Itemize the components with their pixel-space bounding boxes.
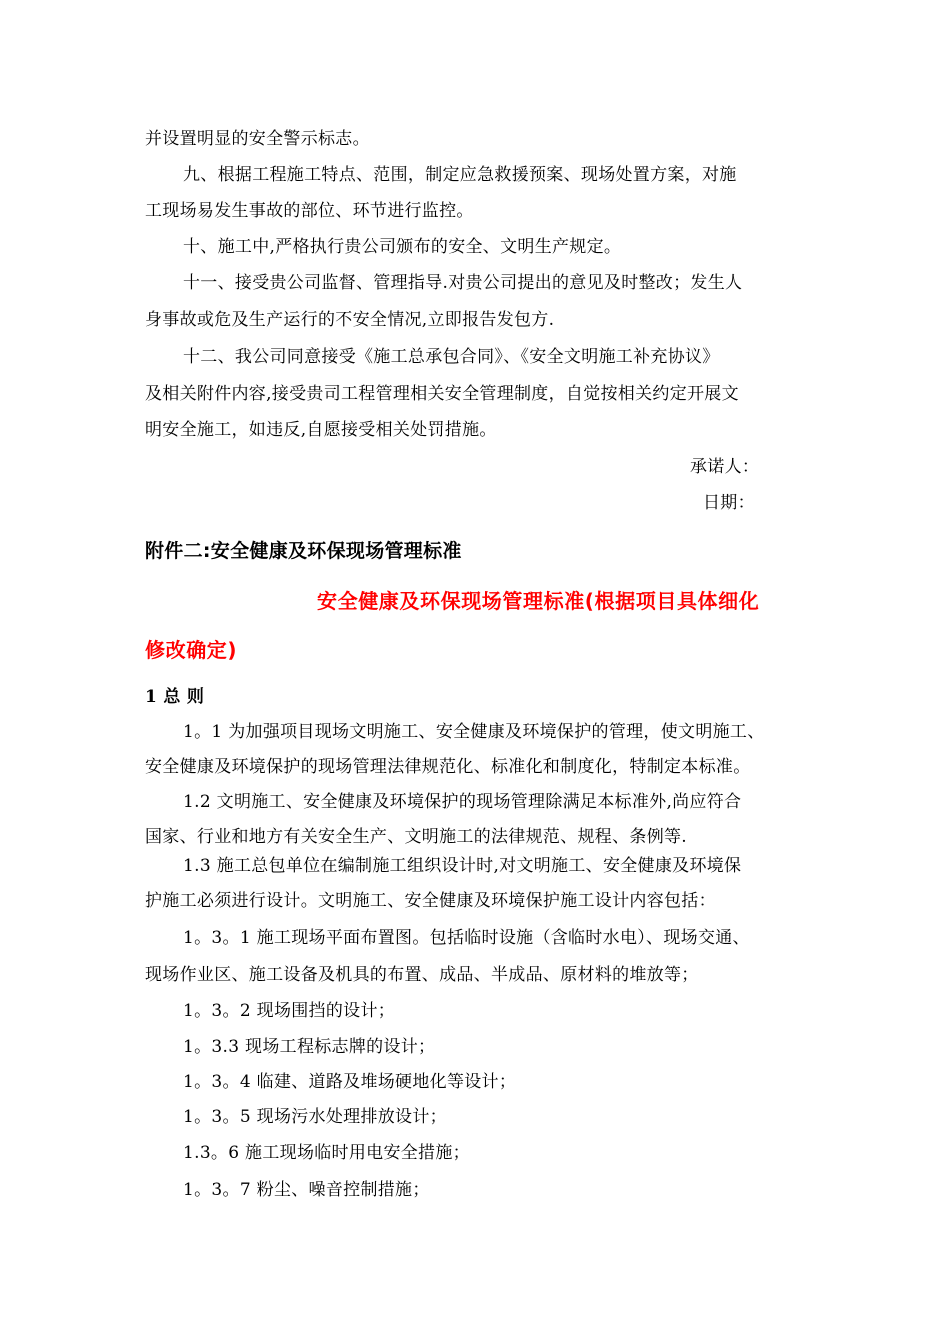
red-title-line-1: 安全健康及环保现场管理标准(根据项目具体细化: [317, 589, 760, 613]
paragraph-line: 十、施工中,严格执行贵公司颁布的安全、文明生产规定。: [183, 237, 622, 257]
paragraph-line: 1.3 施工总包单位在编制施工组织设计时,对文明施工、安全健康及环境保: [183, 856, 742, 876]
paragraph-line: 十一、接受贵公司监督、管理指导.对贵公司提出的意见及时整改；发生人: [183, 273, 743, 293]
list-item: 1。3.3 现场工程标志牌的设计；: [183, 1037, 436, 1057]
red-title-line-2: 修改确定): [145, 638, 238, 662]
list-item: 1。3。4 临建、道路及堆场硬地化等设计；: [183, 1072, 517, 1092]
promisor-label: 承诺人：: [690, 457, 760, 477]
paragraph-line: 现场作业区、施工设备及机具的布置、成品、半成品、原材料的堆放等；: [145, 965, 699, 985]
list-item: 1.3。6 施工现场临时用电安全措施；: [183, 1143, 470, 1163]
list-item: 1。3。5 现场污水处理排放设计；: [183, 1107, 447, 1127]
annex-title: 附件二:安全健康及环保现场管理标准: [145, 540, 462, 562]
paragraph-line: 十二、我公司同意接受《施工总承包合同》、《安全文明施工补充协议》: [183, 347, 720, 367]
date-label: 日期：: [703, 493, 755, 513]
paragraph-line: 身事故或危及生产运行的不安全情况,立即报告发包方.: [145, 310, 555, 330]
paragraph-line: 并设置明显的安全警示标志。: [145, 129, 370, 149]
paragraph-line: 护施工必须进行设计。文明施工、安全健康及环境保护施工设计内容包括：: [145, 891, 716, 911]
list-item: 1。3。2 现场围挡的设计；: [183, 1001, 396, 1021]
list-item: 1。3。7 粉尘、噪音控制措施；: [183, 1180, 430, 1200]
paragraph-line: 1。1 为加强项目现场文明施工、安全健康及环境保护的管理，使文明施工、: [183, 722, 765, 742]
paragraph-line: 工现场易发生事故的部位、环节进行监控。: [145, 201, 474, 221]
paragraph-line: 九、根据工程施工特点、范围，制定应急救援预案、现场处置方案，对施: [183, 165, 737, 185]
paragraph-line: 1。3。1 施工现场平面布置图。包括临时设施（含临时水电）、现场交通、: [183, 928, 750, 948]
paragraph-line: 及相关附件内容,接受贵司工程管理相关安全管理制度，自觉按相关约定开展文: [145, 384, 739, 404]
paragraph-line: 1.2 文明施工、安全健康及环境保护的现场管理除满足本标准外,尚应符合: [183, 792, 742, 812]
section-heading: 1 总 则: [145, 687, 205, 707]
paragraph-line: 明安全施工，如违反,自愿接受相关处罚措施。: [145, 420, 497, 440]
paragraph-line: 安全健康及环境保护的现场管理法律规范化、标准化和制度化，特制定本标准。: [145, 757, 751, 777]
paragraph-line: 国家、行业和地方有关安全生产、文明施工的法律规范、规程、条例等.: [145, 827, 688, 847]
